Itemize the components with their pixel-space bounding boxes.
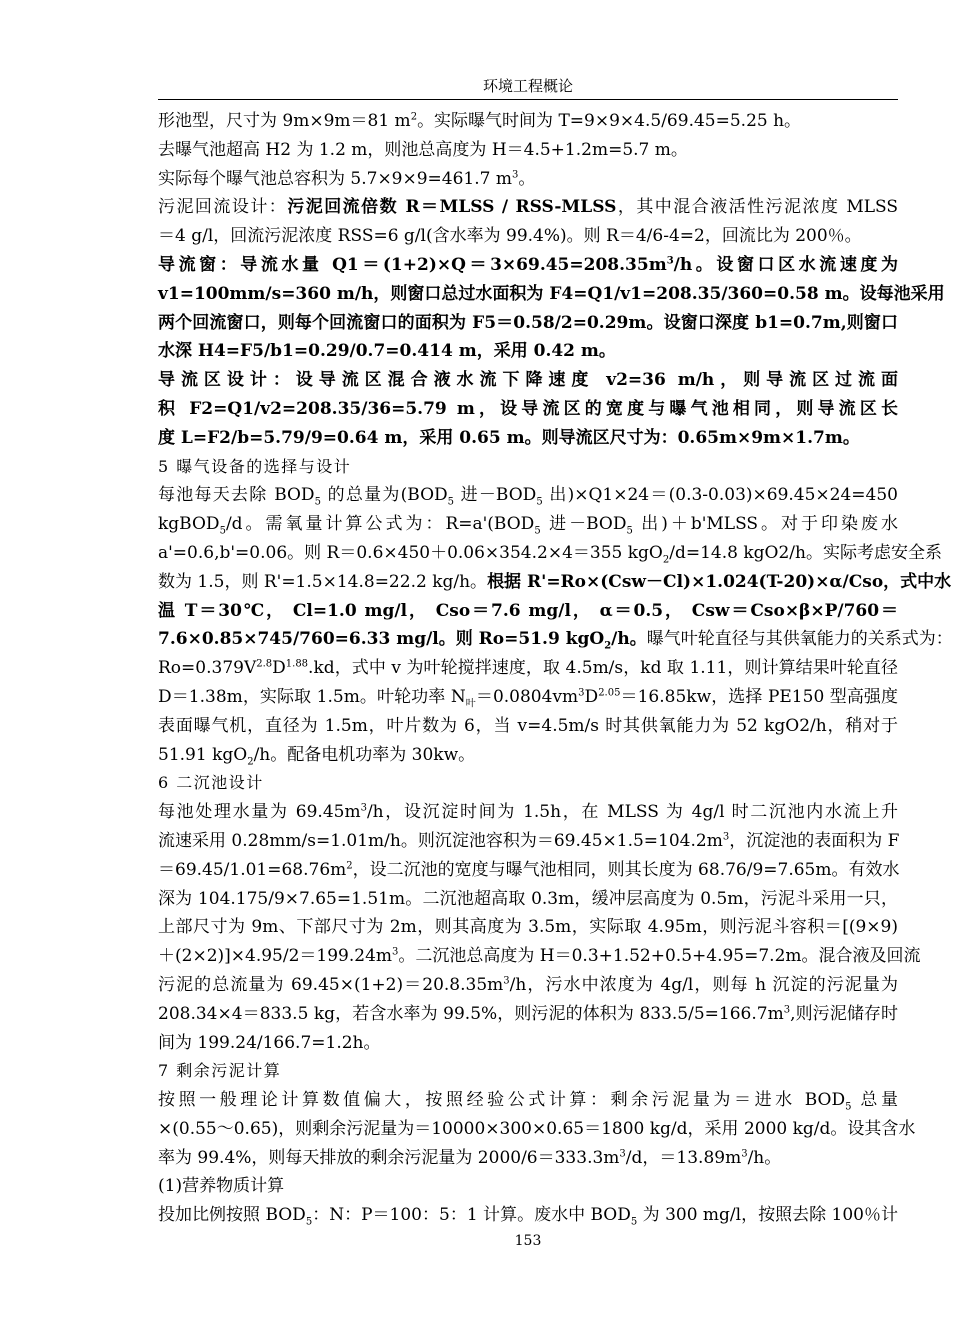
- subscript: 5: [626, 525, 633, 537]
- text-line: [158, 913, 898, 942]
- header-rule: [158, 99, 898, 100]
- superscript: 3: [512, 168, 519, 180]
- text-line: [158, 712, 898, 741]
- text-run: ,则污泥储存时: [790, 1003, 899, 1024]
- text-run: ：N：P＝100：5：1 计算。废水中 BOD: [312, 1205, 631, 1226]
- subscript: 5: [447, 496, 455, 508]
- subscript: 5: [845, 1101, 852, 1113]
- text-line: [158, 1144, 898, 1173]
- text-run: D: [584, 686, 599, 707]
- text-run: (1)营养物质计算: [158, 1176, 285, 1197]
- subscript: 5: [536, 496, 543, 508]
- text-run: 。实际曝气时间为 T=9×9×4.5/69.45=5.25 h。: [417, 111, 802, 131]
- text-run: /h。: [747, 1147, 782, 1168]
- running-header: 环境工程概论: [482, 77, 573, 95]
- text-run: 间为 199.24/166.7=1.2h。: [158, 1032, 381, 1053]
- text-run: 积 F2=Q1/v2=208.35/36=5.79 m，设导流区的宽度与曝气池相同，则导流区长: [158, 398, 898, 419]
- text-run: 总量: [851, 1090, 899, 1111]
- text-run: 度 L=F2/b=5.79/9=0.64 m，采用 0.65 m。则导流区尺寸为：0.65m×9m×1.7m。: [158, 427, 860, 448]
- superscript: 3: [578, 687, 585, 699]
- subscript: 5: [534, 525, 541, 537]
- superscript: 3: [392, 946, 399, 958]
- text-run: 根据 R'=Ro×(Csw－Cl)×1.024(T-20)×α/Cso，式中水: [487, 571, 952, 592]
- text-line: [158, 366, 898, 395]
- text-run: 流速采用 0.28mm/s=1.01m/h。则沉淀池容积为＝69.45×1.5=104.2m: [158, 830, 723, 851]
- text-run: 深为 104.175/9×7.65=1.51m。二沉池超高取 0.3m，缓冲层高度为 0.5m，污泥斗采用一只，: [158, 888, 898, 909]
- text-line: [158, 251, 898, 280]
- text-run: 两个回流窗口，则每个回流窗口的面积为 F5＝0.58/2=0.29m。设窗口深度 b1=0.7m,则窗口: [158, 312, 898, 333]
- text-line: [158, 971, 898, 1000]
- subscript: 2: [662, 554, 670, 566]
- text-line: [158, 1029, 898, 1058]
- section-heading: [158, 769, 898, 798]
- text-run: 208.34×4＝833.5 kg，若含水率为 99.5%，则污泥的体积为 833.5/5=166.7m: [158, 1003, 784, 1024]
- text-run: 去曝气池超高 H2 为 1.2 m，则池总高度为 H＝4.5+1.2m=5.7 m。: [158, 139, 688, 160]
- text-run: ＝4 g/l，回流污泥浓度 RSS=6 g/l(含水率为 99.4%)。则 R＝4/6-4=2，回流比为 200％。: [158, 226, 862, 247]
- text-run: /h。设窗口区水流速度为: [673, 254, 898, 275]
- text-line: [158, 625, 953, 654]
- text-run: 上部尺寸为 9m、下部尺寸为 2m，则其高度为 3.5m，实际取 4.95m，则污泥斗容积＝[(9×9): [158, 917, 898, 938]
- text-line: [158, 539, 942, 568]
- superscript: 3: [503, 975, 510, 987]
- text-line: [158, 395, 898, 424]
- superscript: 2: [410, 111, 418, 123]
- text-run: 曝气叶轮直径与其供氧能力的关系式为：: [646, 629, 953, 650]
- text-run: 污泥回流倍数 R＝MLSS / RSS-MLSS: [287, 197, 617, 218]
- text-run: ＋(2×2)]×4.95/2＝199.24m: [158, 946, 393, 967]
- text-run: v1=100mm/s=360 m/h，则窗口总过水面积为 F4=Q1/v1=208.35/360=0.58 m。设每池采用: [158, 283, 945, 304]
- text-run: ＝69.45/1.01=68.76m: [158, 859, 347, 880]
- text-run: 污泥回流设计：: [158, 197, 288, 218]
- text-run: 出)×Q1×24＝(0.3-0.03)×69.45×24=450: [542, 485, 898, 506]
- text-line: [158, 827, 898, 856]
- subscript: 5: [314, 496, 321, 508]
- text-line: [158, 683, 898, 712]
- section-heading: [158, 1057, 898, 1086]
- text-line: [158, 309, 898, 338]
- superscript: 3: [666, 255, 674, 267]
- text-run: ，设二沉池的宽度与曝气池相同，则其长度为 68.76/9=7.65m。有效水: [352, 859, 900, 880]
- text-run: 的总量为(BOD: [320, 485, 448, 506]
- text-run: /d。需氧量计算公式为：R=a'(BOD: [225, 514, 535, 535]
- superscript: 3: [619, 1148, 626, 1160]
- text-line: [158, 568, 952, 597]
- text-run: 6 二沉池设计: [158, 773, 264, 793]
- superscript: 1.88: [285, 658, 309, 670]
- text-line: [158, 885, 898, 914]
- text-run: 为 300 mg/l，按照去除 100％计: [637, 1205, 898, 1226]
- text-run: 形池型，尺寸为 9m×9m＝81 m: [158, 111, 411, 131]
- text-run: 实际每个曝气池总容积为 5.7×9×9=461.7 m: [158, 168, 512, 189]
- subscript: 2: [604, 640, 612, 652]
- text-line: [158, 424, 898, 453]
- text-run: /d，＝13.89m: [625, 1147, 742, 1168]
- text-run: 表面曝气机，直径为 1.5m，叶片数为 6，当 v=4.5m/s 时其供氧能力为 52 kgO2/h，稍对于: [158, 715, 898, 736]
- superscript: 2.05: [598, 687, 621, 699]
- text-run: 7 剩余污泥计算: [158, 1061, 282, 1081]
- text-line: [158, 165, 898, 194]
- text-line: [158, 337, 898, 366]
- text-line: [158, 1115, 916, 1144]
- text-run: 按照一般理论计算数值偏大，按照经验公式计算：剩余污泥量为＝进水 BOD: [158, 1090, 846, 1111]
- text-line: [158, 510, 898, 539]
- text-run: 51.91 kgO: [158, 744, 248, 765]
- text-line: [158, 1000, 898, 1029]
- text-line: [158, 942, 921, 971]
- text-run: kgBOD: [158, 514, 220, 535]
- text-run: Ro=0.379V: [158, 658, 257, 679]
- text-run: 。二沉池总高度为 H＝0.3+1.52+0.5+4.95=7.2m。混合液及回流: [398, 946, 921, 967]
- text-line: [158, 136, 898, 165]
- subscript: 2: [247, 755, 254, 767]
- text-line: [158, 741, 898, 770]
- subscript: 叶: [465, 698, 476, 710]
- text-run: ，沉淀池的表面积为 F: [729, 830, 900, 851]
- text-line: [158, 1086, 898, 1115]
- text-run: 投加比例按照 BOD: [158, 1205, 306, 1226]
- superscript: 2: [346, 860, 353, 872]
- text-run: /d=14.8 kgO2/h。实际考虑安全系: [669, 542, 942, 563]
- text-run: D: [272, 658, 286, 679]
- page-number: 153: [514, 1233, 542, 1249]
- body-text: [158, 107, 953, 1230]
- text-run: /h。: [611, 629, 647, 650]
- text-run: 污泥的总流量为 69.45×(1+2)＝20.8.35m: [158, 974, 504, 995]
- subscript: 5: [630, 1216, 638, 1228]
- text-run: ＝16.85kw，选择 PE150 型高强度: [620, 686, 898, 707]
- text-line: [158, 856, 898, 885]
- text-run: 7.6×0.85×745/760=6.33 mg/l。则 Ro=51.9 kgO: [158, 629, 605, 650]
- text-line: [158, 1201, 898, 1230]
- text-run: 5 曝气设备的选择与设计: [158, 456, 352, 476]
- text-run: 率为 99.4%，则每天排放的剩余污泥量为 2000/6＝333.3m: [158, 1147, 620, 1168]
- text-run: 导流窗：导流水量 Q1＝(1+2)×Q＝3×69.45=208.35m: [158, 254, 667, 275]
- text-line: [158, 107, 898, 136]
- text-run: D＝1.38m，实际取 1.5m。叶轮功率 N: [158, 686, 466, 707]
- section-heading: [158, 453, 898, 482]
- text-line: [158, 1172, 898, 1201]
- text-run: /h，设沉淀时间为 1.5h，在 MLSS 为 4g/l 时二沉池内水流上升: [366, 802, 898, 823]
- text-line: [158, 481, 898, 510]
- text-line: [158, 798, 898, 827]
- text-line: [158, 597, 898, 626]
- text-line: [158, 193, 898, 222]
- text-run: /h，污水中浓度为 4g/l，则每 h 沉淀的污泥量为: [509, 974, 899, 995]
- text-run: 。: [518, 168, 536, 189]
- text-run: 每池每天去除 BOD: [158, 485, 315, 506]
- superscript: 3: [783, 1004, 791, 1016]
- superscript: 2.8: [256, 658, 273, 670]
- text-run: 数为 1.5，则 R'=1.5×14.8=22.2 kg/h。: [158, 571, 488, 592]
- text-run: ×(0.55～0.65)，则剩余污泥量为＝10000×300×0.65＝1800 kg/d，采用 2000 kg/d。设其含水: [158, 1118, 916, 1139]
- text-run: a'=0.6,b'=0.06。则 R＝0.6×450＋0.06×354.2×4＝355 kgO: [158, 542, 663, 563]
- text-run: 温 T＝30℃， Cl=1.0 mg/l， Cso＝7.6 mg/l， α＝0.5， Csw＝Cso×β×P/760＝: [158, 600, 898, 621]
- text-line: [158, 280, 945, 309]
- text-run: 每池处理水量为 69.45m: [158, 802, 361, 823]
- text-run: 进－BOD: [454, 485, 537, 506]
- text-run: .kd，式中 v 为叶轮搅拌速度，取 4.5m/s，kd 取 1.11，则计算结果叶轮直径: [308, 658, 898, 679]
- text-run: 出)＋b'MLSS。对于印染废水: [632, 514, 899, 535]
- text-run: ＝0.0804vm: [475, 686, 579, 707]
- text-line: [158, 654, 898, 683]
- text-run: ，其中混合液活性污泥浓度 MLSS: [616, 197, 899, 218]
- text-run: 水深 H4=F5/b1=0.29/0.7=0.414 m，采用 0.42 m。: [158, 341, 616, 362]
- superscript: 3: [722, 831, 730, 843]
- subscript: 5: [219, 525, 226, 537]
- superscript: 3: [741, 1148, 748, 1160]
- text-run: 进－BOD: [540, 514, 627, 535]
- superscript: 3: [360, 802, 367, 814]
- text-run: /h。配备电机功率为 30kw。: [253, 744, 476, 765]
- subscript: 5: [305, 1216, 313, 1228]
- text-run: 导流区设计：设导流区混合液水流下降速度 v2=36 m/h，则导流区过流面: [158, 370, 898, 391]
- text-line: [158, 222, 898, 251]
